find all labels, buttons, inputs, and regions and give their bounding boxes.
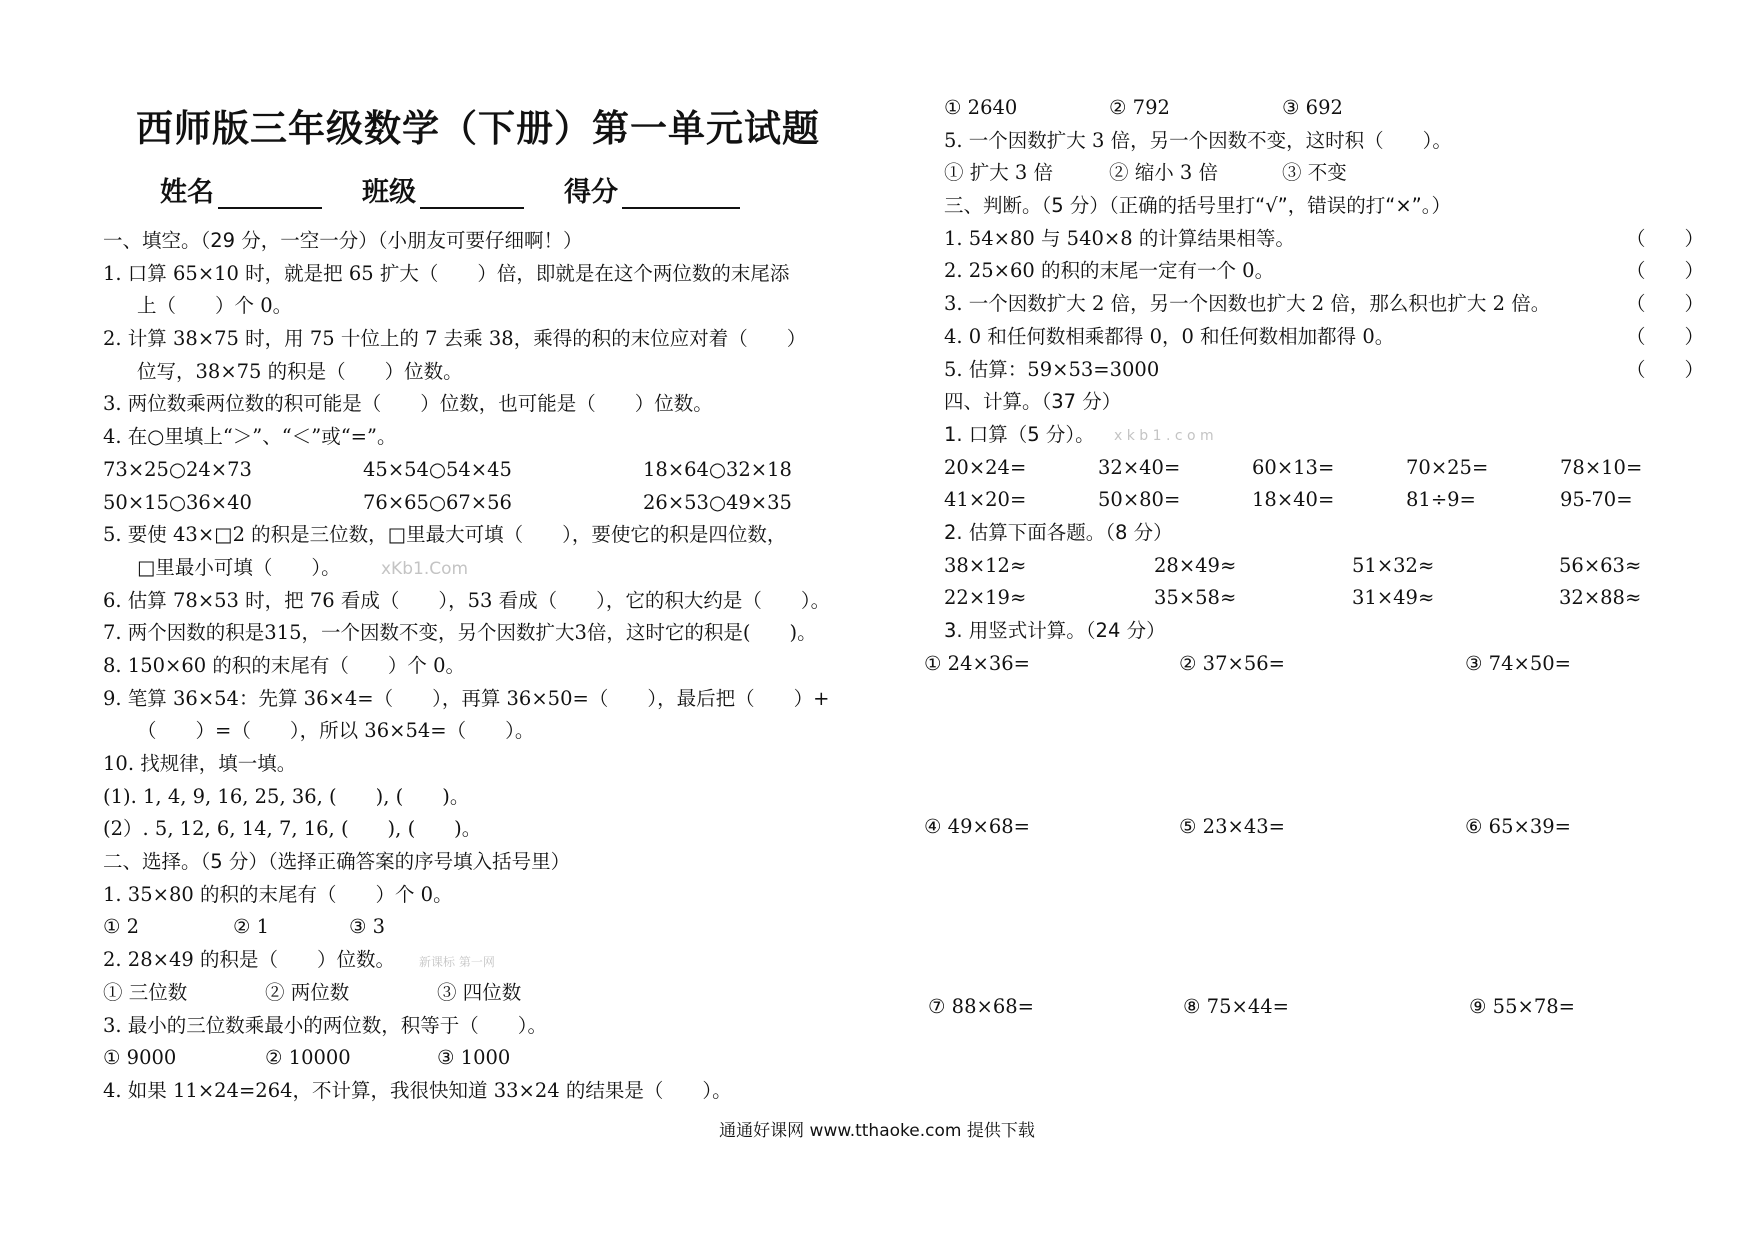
vertical-item: ④ 49×68= [924, 815, 1030, 839]
estimate-item: 51×32≈ [1352, 553, 1435, 577]
judge-item [944, 288, 1704, 321]
option: ① 9000 [103, 1046, 177, 1070]
oral-item: 70×25= [1406, 455, 1489, 479]
score-blank[interactable] [622, 181, 740, 209]
fill-q4: 4. 在○里填上“＞”、“＜”或“=”。 [103, 425, 397, 449]
oral-row [944, 452, 1704, 485]
choice-q1-options [103, 911, 873, 944]
choice-q5: 5. 一个因数扩大 3 倍，另一个因数不变，这时积（ ）。 [944, 128, 1452, 152]
left-column [103, 225, 873, 1108]
judge-item [944, 321, 1704, 354]
page-title: 西师版三年级数学（下册）第一单元试题 [136, 107, 820, 150]
fill-q3: 3. 两位数乘两位数的积可能是（ ）位数，也可能是（ ）位数。 [103, 392, 713, 416]
compare-item: 73×25○24×73 [103, 457, 252, 481]
vertical-row [924, 811, 1704, 844]
answer-paren[interactable]: （ ） [1625, 292, 1704, 316]
vertical-item: ⑧ 75×44= [1183, 995, 1289, 1019]
judge-item [944, 354, 1704, 387]
choice-q2 [103, 944, 873, 977]
option: ② 两位数 [265, 980, 350, 1004]
oral-item: 20×24= [944, 455, 1027, 479]
section-1-heading: 一、填空。（29 分，一空一分）（小朋友可要仔细啊！） [103, 229, 583, 252]
choice-q1: 1. 35×80 的积的末尾有（ ）个 0。 [103, 882, 453, 906]
estimate-item: 28×49≈ [1154, 553, 1237, 577]
option: ③ 1000 [437, 1046, 511, 1070]
vertical-item: ③ 74×50= [1465, 651, 1571, 675]
choice-q4-options [944, 92, 1704, 125]
name-blank[interactable] [218, 181, 322, 209]
watermark: x k b 1 . c o m [1114, 427, 1214, 444]
footer-credit: 通通好课网 www.tthaoke.com 提供下载 [719, 1121, 1035, 1141]
fill-q2-line2: 位写，38×75 的积是（ ）位数。 [137, 359, 463, 383]
estimate-item: 38×12≈ [944, 553, 1027, 577]
class-field[interactable] [362, 170, 524, 209]
vertical-item: ② 37×56= [1179, 651, 1285, 675]
judge-text: 1. 54×80 与 540×8 的计算结果相等。 [944, 226, 1295, 250]
section-3-heading: 三、判断。（5 分）（正确的括号里打“√”，错误的打“×”。） [944, 194, 1452, 218]
choice-q3: 3. 最小的三位数乘最小的两位数，积等于（ ）。 [103, 1013, 548, 1037]
choice-q3-options [103, 1042, 873, 1075]
watermark: xKb1.Com [381, 558, 469, 579]
option: ③ 不变 [1282, 161, 1347, 185]
class-label: 班级 [362, 177, 416, 208]
score-field[interactable] [564, 170, 740, 209]
judge-text: 5. 估算：59×53=3000 [944, 357, 1160, 381]
fill-q5-line1: 5. 要使 43×□2 的积是三位数，□里最大可填（ ），要使它的积是四位数， [103, 523, 787, 547]
fill-q1-line2: 上（ ）个 0。 [137, 294, 293, 318]
judge-item [944, 223, 1704, 256]
compare-item: 50×15○36×40 [103, 490, 252, 514]
compare-item: 45×54○54×45 [363, 457, 512, 481]
fill-q10-sequence-2: (2）. 5, 12, 6, 14, 7, 16, ( ), ( )。 [103, 817, 482, 841]
estimate-row [944, 550, 1704, 583]
vertical-heading: 3. 用竖式计算。（24 分） [944, 619, 1166, 642]
work-space[interactable] [944, 680, 1704, 811]
option: ② 10000 [265, 1046, 351, 1070]
option: ① 扩大 3 倍 [944, 161, 1054, 185]
choice-q2-options [103, 977, 873, 1010]
estimate-item: 32×88≈ [1559, 586, 1642, 610]
oral-item: 41×20= [944, 488, 1027, 512]
fill-q1-line1: 1. 口算 65×10 时，就是把 65 扩大（ ）倍，即就是在这个两位数的末尾添 [103, 261, 790, 285]
fill-q10-sequence-1: (1). 1, 4, 9, 16, 25, 36, ( ), ( )。 [103, 784, 470, 808]
right-column [924, 92, 1704, 1024]
choice-q4: 4. 如果 11×24=264，不计算，我很快知道 33×24 的结果是（ ）。 [103, 1078, 732, 1102]
vertical-item: ⑦ 88×68= [928, 995, 1034, 1019]
fill-q9-line2: （ ）=（ ），所以 36×54=（ ）。 [137, 719, 535, 743]
answer-paren[interactable]: （ ） [1625, 357, 1704, 381]
judge-text: 4. 0 和任何数相乘都得 0，0 和任何数相加都得 0。 [944, 324, 1395, 348]
fill-q5-line2 [103, 552, 873, 585]
watermark: 新课标 第一网 [419, 955, 495, 970]
score-label: 得分 [564, 177, 618, 208]
choice-q5-options [944, 157, 1704, 190]
judge-text: 3. 一个因数扩大 2 倍，另一个因数也扩大 2 倍，那么积也扩大 2 倍。 [944, 292, 1551, 316]
fill-q9-line1: 9. 笔算 36×54：先算 36×4=（ ），再算 36×50=（ ），最后把（ ）+ [103, 686, 830, 710]
name-field[interactable] [160, 170, 322, 209]
judge-item [944, 255, 1704, 288]
oral-item: 50×80= [1098, 488, 1181, 512]
oral-row [944, 484, 1704, 517]
vertical-row [928, 991, 1704, 1024]
name-label: 姓名 [160, 177, 214, 208]
answer-paren[interactable]: （ ） [1625, 324, 1704, 348]
estimate-item: 35×58≈ [1154, 586, 1237, 610]
oral-heading [944, 419, 1704, 452]
option: ③ 四位数 [437, 980, 522, 1004]
oral-item: 60×13= [1252, 455, 1335, 479]
option: ② 1 [233, 915, 270, 939]
compare-row [103, 454, 873, 487]
compare-item: 76×65○67×56 [363, 490, 512, 514]
oral-item: 81÷9= [1406, 488, 1476, 512]
fill-q5-line2-text: □里最小可填（ ）。 [137, 555, 341, 579]
oral-heading-text: 1. 口算（5 分）。 [944, 422, 1095, 446]
option: ③ 692 [1282, 96, 1343, 119]
oral-item: 32×40= [1098, 455, 1181, 479]
option: ① 2640 [944, 96, 1018, 119]
fill-q6: 6. 估算 78×53 时，把 76 看成（ ），53 看成（ ），它的积大约是（ ）。 [103, 588, 831, 612]
oral-item: 78×10= [1560, 455, 1643, 479]
estimate-row [944, 582, 1704, 615]
vertical-item: ⑥ 65×39= [1465, 815, 1571, 839]
estimate-item: 31×49≈ [1352, 586, 1435, 610]
work-space[interactable] [944, 844, 1704, 991]
compare-item: 18×64○32×18 [643, 457, 792, 481]
estimate-heading: 2. 估算下面各题。（8 分） [944, 520, 1173, 544]
fill-q10: 10. 找规律，填一填。 [103, 752, 297, 775]
vertical-item: ⑤ 23×43= [1179, 815, 1285, 839]
section-2-heading: 二、选择。（5 分）（选择正确答案的序号填入括号里） [103, 850, 571, 874]
judge-text: 2. 25×60 的积的末尾一定有一个 0。 [944, 259, 1275, 283]
oral-item: 95-70= [1560, 488, 1633, 512]
option: ③ 3 [349, 915, 386, 939]
compare-row [103, 487, 873, 520]
fill-q8: 8. 150×60 的积的末尾有（ ）个 0。 [103, 653, 465, 677]
option: ① 三位数 [103, 980, 188, 1004]
student-info [160, 170, 740, 209]
estimate-item: 56×63≈ [1559, 553, 1642, 577]
class-blank[interactable] [420, 181, 524, 209]
option: ② 缩小 3 倍 [1109, 161, 1219, 185]
option: ② 792 [1109, 96, 1170, 119]
answer-paren[interactable]: （ ） [1625, 259, 1704, 283]
vertical-row [924, 648, 1704, 681]
estimate-item: 22×19≈ [944, 586, 1027, 610]
oral-item: 18×40= [1252, 488, 1335, 512]
compare-item: 26×53○49×35 [643, 490, 792, 514]
option: ① 2 [103, 915, 140, 939]
fill-q2-line1: 2. 计算 38×75 时，用 75 十位上的 7 去乘 38，乘得的积的末位应对着（ ） [103, 327, 807, 351]
vertical-item: ⑨ 55×78= [1469, 995, 1575, 1019]
choice-q2-text: 2. 28×49 的积是（ ）位数。 [103, 948, 395, 972]
answer-paren[interactable]: （ ） [1625, 226, 1704, 250]
fill-q7: 7. 两个因数的积是315，一个因数不变，另个因数扩大3倍，这时它的积是( )。 [103, 621, 817, 645]
vertical-item: ① 24×36= [924, 651, 1030, 675]
section-4-heading: 四、计算。（37 分） [944, 390, 1122, 414]
